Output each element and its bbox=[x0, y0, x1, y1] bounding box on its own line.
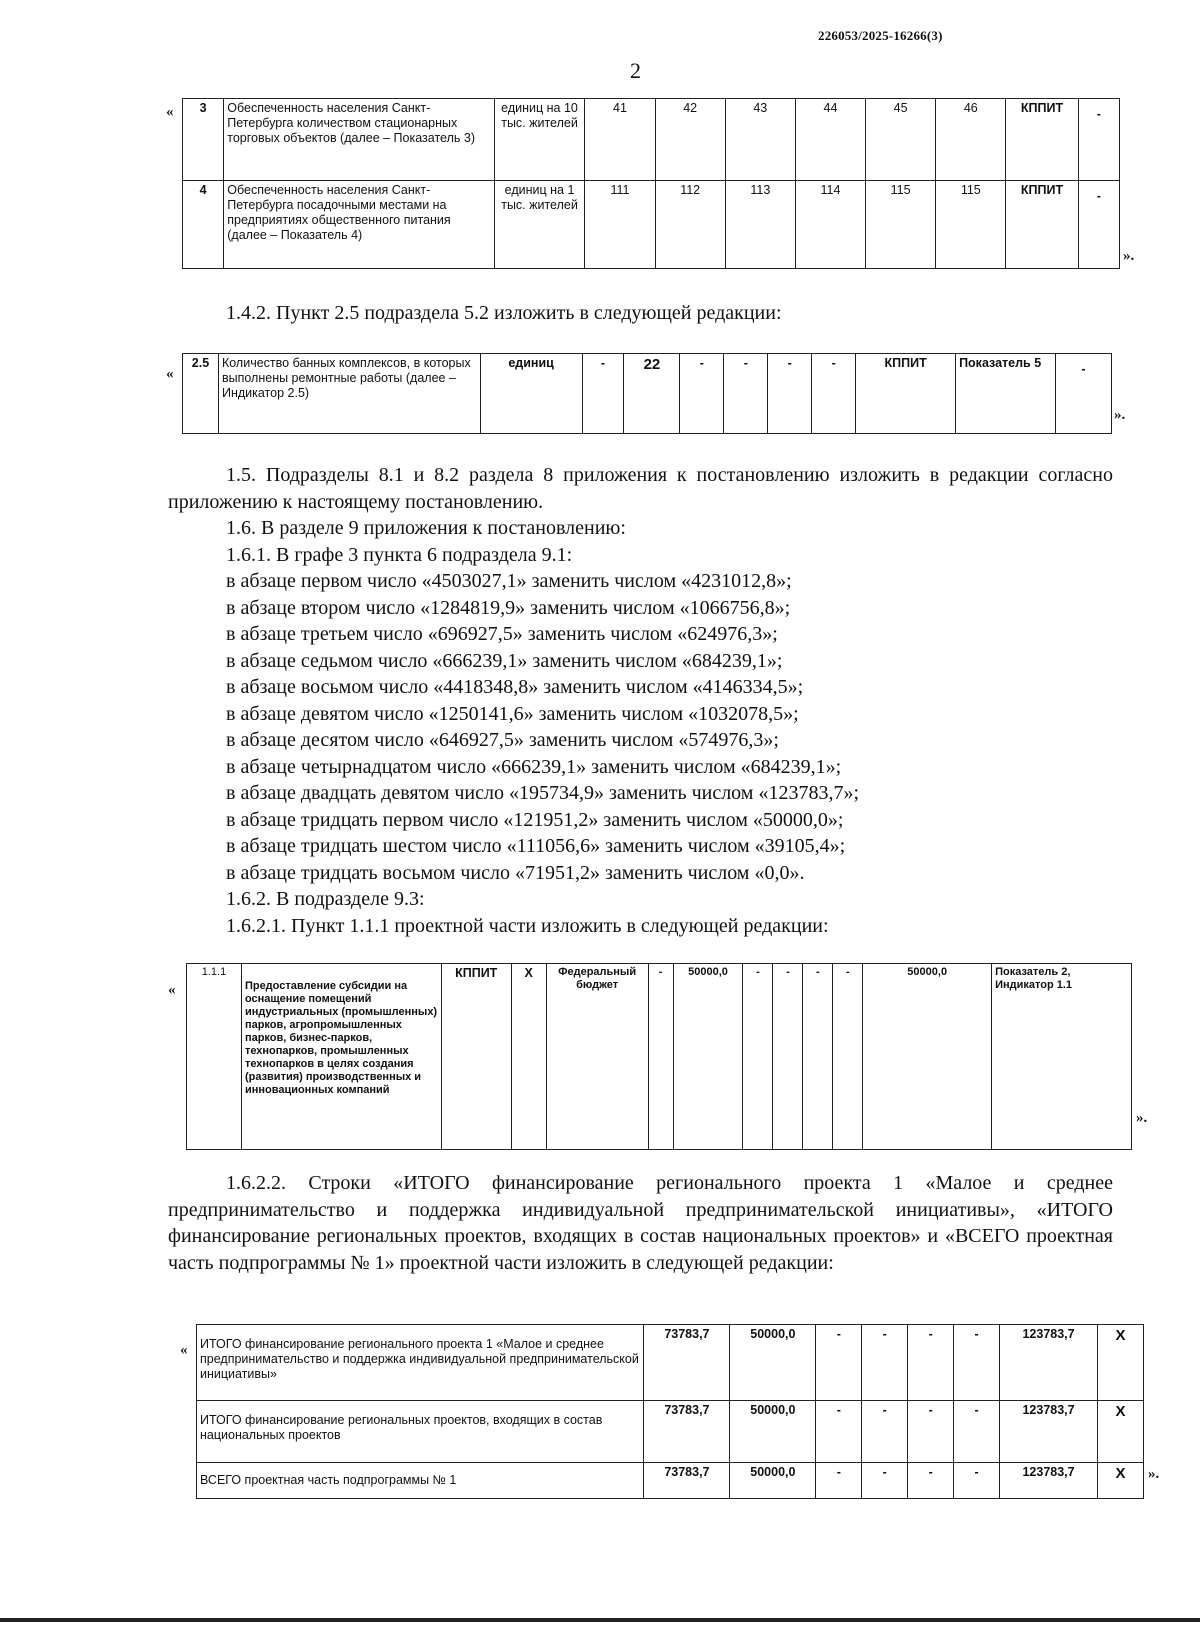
table-row bbox=[187, 964, 1132, 1150]
unit: единиц на 1 тыс. жителей bbox=[494, 181, 585, 269]
replacement-line: в абзаце седьмом число «666239,1» заменить числом «684239,1»; bbox=[226, 649, 783, 672]
value-5: 45 bbox=[866, 99, 936, 181]
paragraph-1-5: 1.5. Подразделы 8.1 и 8.2 раздела 8 приложения к постановлению изложить в редакции согласно приложению к настоящему постановлению. bbox=[168, 464, 1113, 513]
page-number: 2 bbox=[630, 58, 641, 83]
replacement-line: в абзаце тридцать шестом число «111056,6» заменить числом «39105,4»; bbox=[226, 835, 846, 857]
quote-open: « bbox=[168, 982, 176, 998]
value-3: 113 bbox=[725, 181, 795, 269]
value-2: 50000,0 bbox=[730, 1401, 816, 1463]
dash-3: - bbox=[908, 1401, 954, 1463]
replacement-line: в абзаце десятом число «646927,5» заменить числом «574976,3»; bbox=[226, 729, 779, 751]
value-2: 50000,0 bbox=[730, 1463, 816, 1499]
value-6: - bbox=[812, 354, 856, 434]
responsible: КППИТ bbox=[1006, 99, 1078, 181]
line-1-6-2: 1.6.2. В подразделе 9.3: bbox=[226, 888, 425, 910]
table-row bbox=[197, 1325, 1144, 1401]
x-mark: Х bbox=[1098, 1401, 1144, 1463]
replacement-line: в абзаце двадцать девятом число «195734,9» заменить числом «123783,7»; bbox=[226, 782, 860, 804]
row-name: ИТОГО финансирование регионального проекта 1 «Малое и среднее предпринимательство и поддержка индивидуальной предпринимательской инициативы» bbox=[197, 1325, 644, 1401]
heading-1-4-2: 1.4.2. Пункт 2.5 подраздела 5.2 изложить в следующей редакции: bbox=[226, 302, 782, 324]
table-row bbox=[183, 181, 1120, 269]
responsible: КППИТ bbox=[856, 354, 956, 434]
totals-table bbox=[196, 1324, 1144, 1499]
quote-close: ». bbox=[1148, 1466, 1160, 1482]
dash-3: - bbox=[908, 1463, 954, 1499]
dash-2: - bbox=[862, 1463, 908, 1499]
value-1: 73783,7 bbox=[644, 1401, 730, 1463]
replacement-line: в абзаце восьмом число «4418348,8» заменить числом «4146334,5»; bbox=[226, 676, 804, 698]
cell-2: 50000,0 bbox=[673, 964, 743, 1150]
value-1: 111 bbox=[585, 181, 655, 269]
row-number: 2.5 bbox=[183, 354, 219, 434]
replacement-line: в абзаце третьем число «696927,5» заменить числом «624976,3»; bbox=[226, 623, 778, 645]
replacement-line: в абзаце четырнадцатом число «666239,1» заменить числом «684239,1»; bbox=[226, 755, 842, 778]
dash-2: - bbox=[862, 1401, 908, 1463]
cell-3: - bbox=[743, 964, 773, 1150]
row-number: 4 bbox=[183, 181, 224, 269]
total: 123783,7 bbox=[1000, 1401, 1098, 1463]
indicator-name: Обеспеченность населения Санкт-Петербурга количеством стационарных торговых объектов (далее – Показатель 3) bbox=[224, 99, 494, 181]
table-row bbox=[183, 354, 1112, 434]
value-6: 115 bbox=[936, 181, 1006, 269]
replacement-line: в абзаце девятом число «1250141,6» заменить числом «1032078,5»; bbox=[226, 702, 799, 725]
table-row bbox=[197, 1463, 1144, 1499]
cell-5: - bbox=[803, 964, 833, 1150]
page-bottom-edge bbox=[0, 1618, 1200, 1622]
quote-close: ». bbox=[1136, 1110, 1148, 1126]
value-1: 41 bbox=[585, 99, 655, 181]
row-number: 1.1.1 bbox=[187, 964, 242, 1150]
funding-source: Федеральный бюджет bbox=[546, 964, 648, 1150]
last-cell: - bbox=[1056, 354, 1112, 434]
row-name: ВСЕГО проектная часть подпрограммы № 1 bbox=[197, 1463, 644, 1499]
value-2: 42 bbox=[655, 99, 725, 181]
dash-4: - bbox=[954, 1463, 1000, 1499]
value-2: 22 bbox=[624, 354, 680, 434]
quote-open: « bbox=[166, 104, 174, 120]
responsible: КППИТ bbox=[441, 964, 511, 1150]
value-4: 44 bbox=[795, 99, 865, 181]
total: 50000,0 bbox=[863, 964, 992, 1150]
quote-close: ». bbox=[1123, 248, 1135, 264]
replacement-line: в абзаце тридцать первом число «121951,2» заменить числом «50000,0»; bbox=[226, 808, 844, 831]
value-1: - bbox=[582, 354, 624, 434]
unit: единиц bbox=[480, 354, 582, 434]
linked-indicator: Показатель 5 bbox=[956, 354, 1056, 434]
line-1-6-1: 1.6.1. В графе 3 пункта 6 подраздела 9.1: bbox=[226, 543, 573, 566]
total: 123783,7 bbox=[1000, 1463, 1098, 1499]
document-number: 226053/2025-16266(3) bbox=[818, 28, 943, 43]
row-number: 3 bbox=[183, 99, 224, 181]
dash-4: - bbox=[954, 1401, 1000, 1463]
quote-close: ». bbox=[1114, 407, 1126, 423]
cell-4: - bbox=[773, 964, 803, 1150]
value-5: 115 bbox=[866, 181, 936, 269]
dash-1: - bbox=[816, 1463, 862, 1499]
dash-1: - bbox=[816, 1325, 862, 1401]
cell-6: - bbox=[833, 964, 863, 1150]
value-6: 46 bbox=[936, 99, 1006, 181]
last-cell: - bbox=[1078, 99, 1119, 181]
dash-2: - bbox=[862, 1325, 908, 1401]
unit: единиц на 10 тыс. жителей bbox=[494, 99, 585, 181]
x-mark: Х bbox=[511, 964, 546, 1150]
replacement-line: в абзаце первом число «4503027,1» заменить числом «4231012,8»; bbox=[226, 570, 792, 592]
table-row bbox=[197, 1401, 1144, 1463]
value-1: 73783,7 bbox=[644, 1325, 730, 1401]
dash-1: - bbox=[816, 1401, 862, 1463]
value-3: 43 bbox=[725, 99, 795, 181]
cell-1: - bbox=[648, 964, 673, 1150]
dash-3: - bbox=[908, 1325, 954, 1401]
total: 123783,7 bbox=[1000, 1325, 1098, 1401]
replacement-line: в абзаце тридцать восьмом число «71951,2» заменить числом «0,0». bbox=[226, 861, 805, 884]
last-cell: - bbox=[1078, 181, 1119, 269]
value-3: - bbox=[680, 354, 724, 434]
replacement-line: в абзаце втором число «1284819,9» заменить числом «1066756,8»; bbox=[226, 596, 791, 619]
x-mark: Х bbox=[1098, 1463, 1144, 1499]
value-2: 50000,0 bbox=[730, 1325, 816, 1401]
line-1-6: 1.6. В разделе 9 приложения к постановлению: bbox=[226, 517, 626, 539]
x-mark: Х bbox=[1098, 1325, 1144, 1401]
dash-4: - bbox=[954, 1325, 1000, 1401]
paragraph-1-6-2-2: 1.6.2.2. Строки «ИТОГО финансирование регионального проекта 1 «Малое и среднее предпринимательство и поддержка индивидуальной предпринимательской инициативы», «ИТОГО финансирование региональных проектов, входящих в состав национальных проектов» и «ВСЕГО проектная часть подпрограммы № 1» проектной части изложить в следующей редакции: bbox=[168, 1172, 1113, 1274]
table-row bbox=[183, 99, 1120, 181]
row-name: ИТОГО финансирование региональных проектов, входящих в состав национальных проектов bbox=[197, 1401, 644, 1463]
value-4: 114 bbox=[795, 181, 865, 269]
value-1: 73783,7 bbox=[644, 1463, 730, 1499]
value-5: - bbox=[768, 354, 812, 434]
responsible: КППИТ bbox=[1006, 181, 1078, 269]
event-name: Предоставление субсидии на оснащение помещений индустриальных (промышленных) парков, агропромышленных парков, бизнес-парков, технопарков, промышленных технопарков в целях создания (развития) производственных и инновационных компаний bbox=[241, 964, 441, 1150]
indicators-table bbox=[182, 98, 1120, 269]
indicator-name: Обеспеченность населения Санкт-Петербурга посадочными местами на предприятиях общественного питания (далее – Показатель 4) bbox=[224, 181, 494, 269]
line-1-6-2-1: 1.6.2.1. Пункт 1.1.1 проектной части изложить в следующей редакции: bbox=[226, 914, 829, 937]
indicator-2-5-table bbox=[182, 353, 1112, 434]
quote-open: « bbox=[180, 1342, 188, 1358]
quote-open: « bbox=[166, 366, 174, 382]
project-item-table bbox=[186, 963, 1132, 1150]
linked-indicator: Показатель 2, Индикатор 1.1 bbox=[992, 964, 1132, 1150]
value-4: - bbox=[724, 354, 768, 434]
indicator-name: Количество банных комплексов, в которых выполнены ремонтные работы (далее – Индикатор 2.5) bbox=[218, 354, 480, 434]
value-2: 112 bbox=[655, 181, 725, 269]
